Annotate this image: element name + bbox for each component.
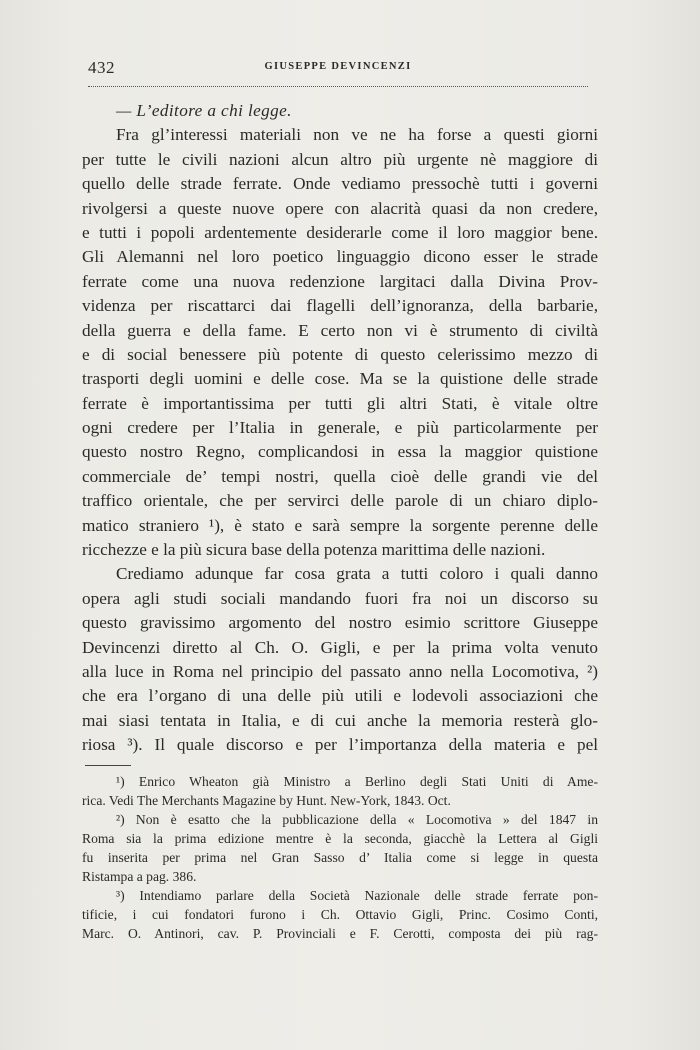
text-line: e di social benessere più potente di questo celerissimo mezzo di (82, 344, 598, 364)
text-line: Devincenzi diretto al Ch. O. Gigli, e per la prima volta venuto (82, 637, 598, 657)
text-line: ferrate è importantissima per tutti gli altri Stati, è vitale oltre (82, 393, 598, 413)
header-rule (88, 86, 588, 87)
footnote-line: rica. Vedi The Merchants Magazine by Hunt. New-York, 1843. Oct. (82, 793, 451, 808)
footnote-line: Ristampa a pag. 386. (82, 869, 197, 884)
footnote-rule (85, 765, 131, 766)
footnotes (82, 772, 598, 943)
footnote-line: fu inserita per prima nel Gran Sasso d’ Italia come si legge in questa (82, 850, 598, 865)
text-line: Fra gl’interessi materiali non ve ne ha forse a questi giorni (116, 125, 598, 145)
footnote-line: ²) Non è esatto che la pubblicazione della « Locomotiva » del 1847 in (116, 812, 598, 827)
running-head: GIUSEPPE DEVINCENZI (264, 61, 412, 72)
text-line: e tutti i popoli ardentemente desiderarle come il loro maggior bene. (82, 222, 598, 242)
text-line: rivolgersi a queste nuove opere con alacrità quasi da non credere, (82, 198, 598, 218)
text-line: traffico orientale, che per servirci delle parole di un chiaro diplo- (82, 491, 598, 511)
text-line: matico straniero ¹), è stato e sarà sempre la sorgente perenne delle (82, 515, 598, 535)
text-line: che era l’organo di una delle più utili e lodevoli associazioni che (82, 686, 598, 706)
body-text (82, 99, 598, 758)
footnote-line: tificie, i cui fondatori furono i Ch. Ottavio Gigli, Princ. Cosimo Conti, (82, 907, 598, 922)
footnote-line: Roma sia la prima edizione mentre è la seconda, giacchè la Lettera al Gigli (82, 831, 598, 846)
text-line: Crediamo adunque far cosa grata a tutti coloro i quali danno (116, 564, 598, 584)
footnote-line: ³) Intendiamo parlare della Società Nazionale delle strade ferrate pon- (116, 888, 598, 903)
text-line: alla luce in Roma nel principio del passato anno nella Locomotiva, ²) (82, 661, 598, 681)
text-line: trasporti degli uomini e delle cose. Ma se la quistione delle strade (82, 369, 598, 389)
text-line: commerciale de’ tempi nostri, quella cioè delle grandi vie del (82, 466, 598, 486)
text-line: della guerra e della fame. E certo non vi è strumento di civiltà (82, 320, 598, 340)
text-line: ferrate come una nuova redenzione largitaci dalla Divina Prov- (82, 271, 598, 291)
text-line: mai siasi tentata in Italia, e di cui anche la memoria resterà glo- (82, 710, 598, 730)
page-header (88, 58, 588, 82)
text-line: opera agli studi sociali mandando fuori fra noi un discorso su (82, 588, 598, 608)
footnote-line: Marc. O. Antinori, cav. P. Provinciali e F. Cerotti, composta dei più rag- (82, 926, 598, 941)
footnote-line: ¹) Enrico Wheaton già Ministro a Berlino degli Stati Uniti di Ame- (116, 774, 598, 789)
text-line: Gli Alemanni nel loro poetico linguaggio dicono esser le strade (82, 247, 598, 267)
section-heading: — L’editore a chi legge. (116, 101, 292, 120)
text-line: questo gravissimo argomento del nostro esimio scrittore Giuseppe (82, 613, 598, 633)
text-line: ricchezze e la più sicura base della potenza marittima delle nazioni. (82, 540, 546, 560)
text-line: per tutte le civili nazioni alcun altro più urgente nè maggiore di (82, 149, 598, 169)
text-line: videnza per riscattarci dai flagelli dell’ignoranza, della barbarie, (82, 296, 598, 316)
text-line: quello delle strade ferrate. Onde vediamo pressochè tutti i governi (82, 174, 598, 194)
text-line: questo nostro Regno, complicandosi in essa la maggior quistione (82, 442, 598, 462)
text-line: riosa ³). Il quale discorso e per l’importanza della materia e pel (82, 735, 598, 755)
text-line: ogni credere per l’Italia in generale, e più particolarmente per (82, 418, 598, 438)
page-number: 432 (88, 58, 115, 77)
